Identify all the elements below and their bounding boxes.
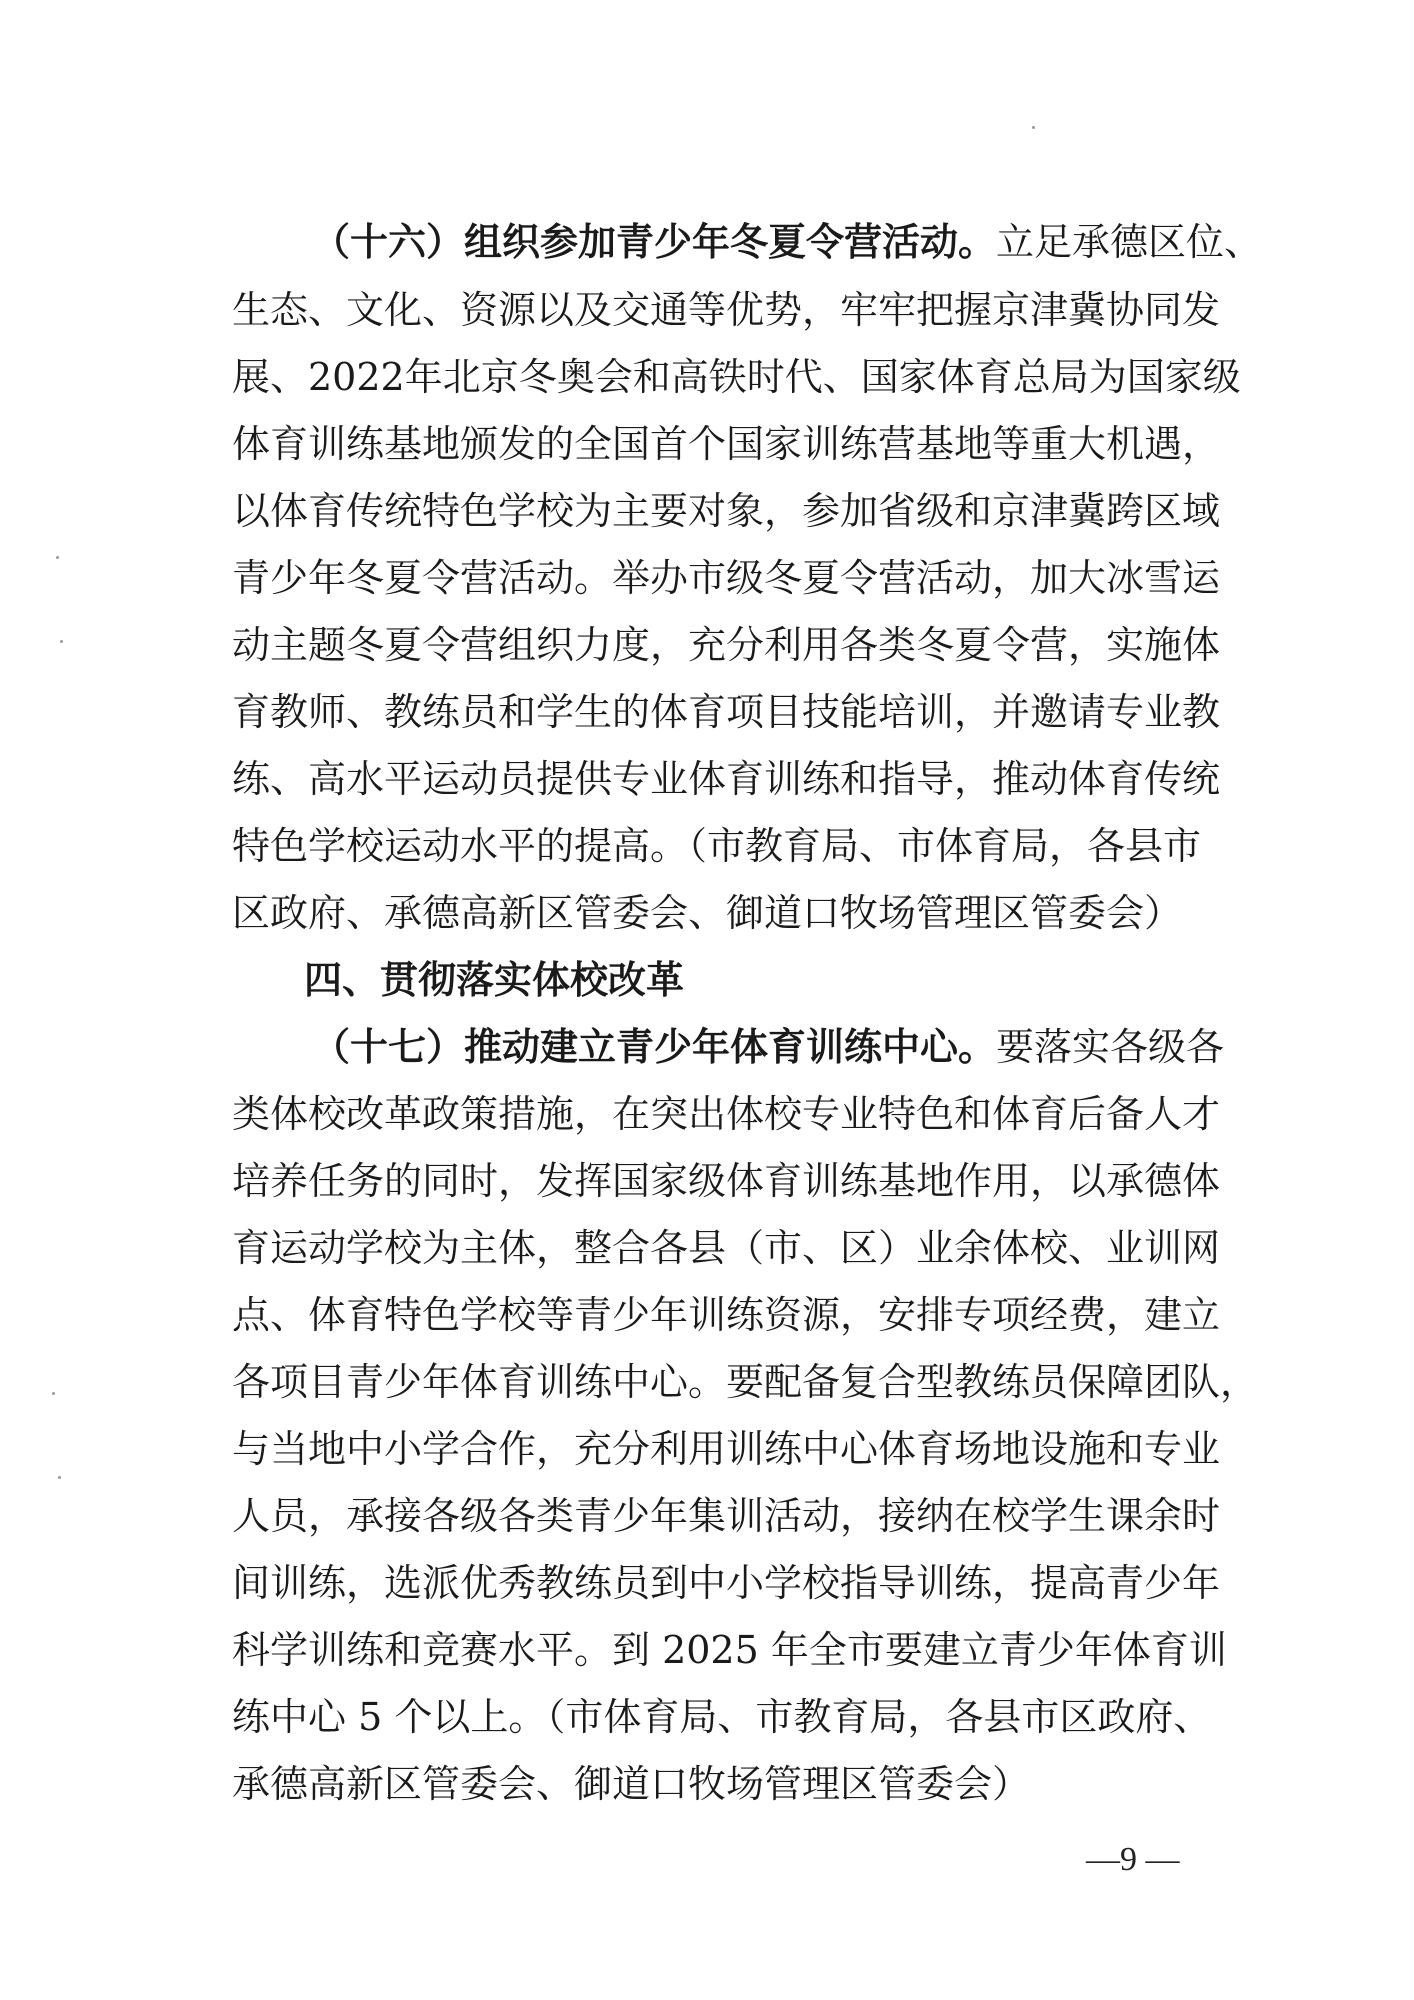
section-17-title: （十七）推动建立青少年体育训练中心。 (312, 1025, 997, 1069)
section-17-line-4: 育运动学校为主体，整合各县（市、区）业余体校、业训网 (232, 1226, 1221, 1270)
section-16-text: 立足承德区位、 (996, 220, 1263, 264)
section-16-title: （十六）组织参加青少年冬夏令营活动。 (312, 220, 997, 264)
section-17-line-10: 科学训练和竞赛水平。到 2025 年全市要建立青少年体育训 (232, 1628, 1227, 1672)
section-17-line-8: 人员，承接各级各类青少年集训活动，接纳在校学生课余时 (232, 1494, 1221, 1538)
section-16-line-9: 练、高水平运动员提供专业体育训练和指导，推动体育传统 (232, 757, 1221, 801)
section-17-line-5: 点、体育特色学校等青少年训练资源，安排专项经费，建立 (232, 1293, 1221, 1337)
section-17-line-7: 与当地中小学合作，充分利用训练中心体育场地设施和专业 (232, 1427, 1221, 1471)
section-16-line-3: 展、2022年北京冬奥会和高铁时代、国家体育总局为国家级 (232, 355, 1241, 399)
section-16-line-5: 以体育传统特色学校为主要对象，参加省级和京津冀跨区域 (232, 489, 1221, 533)
section-17-line-11: 练中心 5 个以上。（市体育局、市教育局，各县市区政府、 (232, 1695, 1212, 1739)
scan-speck (1032, 126, 1035, 129)
section-16-line-10: 特色学校运动水平的提高。（市教育局、市体育局，各县市 (232, 824, 1202, 868)
section-17-line-1 (312, 1019, 1225, 1075)
section-16-line-11: 区政府、承德高新区管委会、御道口牧场管理区管委会） (232, 891, 1183, 935)
section-17-line-9: 间训练，选派优秀教练员到中小学校指导训练，提高青少年 (232, 1561, 1221, 1605)
section-16-line-8: 育教师、教练员和学生的体育项目技能培训，并邀请专业教 (232, 690, 1221, 734)
scan-speck (52, 1392, 55, 1395)
section-heading: 四、贯彻落实体校改革 (304, 958, 685, 1002)
section-16-line-4: 体育训练基地颁发的全国首个国家训练营基地等重大机遇， (232, 422, 1221, 466)
section-16-line-1 (312, 214, 1263, 270)
section-17-line-12: 承德高新区管委会、御道口牧场管理区管委会） (232, 1762, 1031, 1806)
section-17-line-2: 类体校改革政策措施，在突出体校专业特色和体育后备人才 (232, 1092, 1221, 1136)
section-17-line-3: 培养任务的同时，发挥国家级体育训练基地作用，以承德体 (232, 1159, 1221, 1203)
scan-speck (58, 1476, 61, 1479)
section-16-line-2: 生态、文化、资源以及交通等优势，牢牢把握京津冀协同发 (232, 288, 1221, 332)
section-17-text: 要落实各级各 (996, 1025, 1225, 1069)
section-17-line-6: 各项目青少年体育训练中心。要配备复合型教练员保障团队， (232, 1360, 1259, 1404)
section-16-line-6: 青少年冬夏令营活动。举办市级冬夏令营活动，加大冰雪运 (232, 556, 1221, 600)
scan-speck (56, 556, 59, 559)
scan-speck (60, 640, 63, 643)
section-16-line-7: 动主题冬夏令营组织力度，充分利用各类冬夏令营，实施体 (232, 623, 1221, 667)
page-number: —9 — (1086, 1841, 1180, 1878)
